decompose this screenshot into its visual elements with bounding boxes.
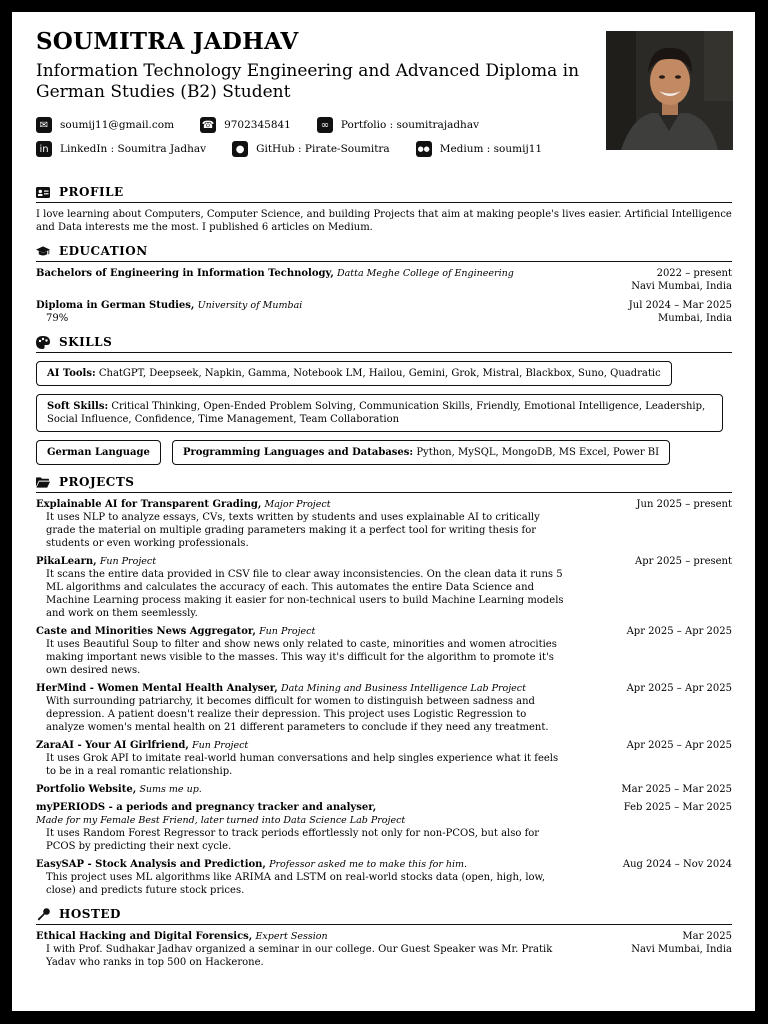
portfolio-text: Portfolio : soumitrajadhav [340, 119, 480, 131]
project-desc: It uses NLP to analyze essays, CVs, texts written by students and uses explainable AI to critically grade the material on multiple grading parameters making it a perfect tool for writing thesis for students or even working professionals. [46, 512, 540, 549]
project-item [36, 682, 732, 734]
project-item [36, 739, 732, 778]
projects-section [36, 475, 732, 897]
project-item [36, 555, 732, 620]
profile-text: I love learning about Computers, Computer Science, and building Projects that aim at making people's lives easier. Artificial Intelligence and Data interests me the most. I published 6 articles on Medium. [36, 209, 732, 233]
project-kind: Data Mining and Business Intelligence Lab Project [280, 683, 526, 694]
project-date: Apr 2025 – Apr 2025 [626, 683, 732, 694]
project-name: ZaraAI - Your AI Girlfriend, [36, 740, 189, 751]
hosted-title: HOSTED [59, 907, 121, 921]
resume-content [36, 28, 732, 969]
education-item [36, 267, 732, 293]
education-grade: 79% [46, 313, 69, 324]
project-name: myPERIODS - a periods and pregnancy tracker and analyser, [36, 802, 377, 813]
skill-prog-value: Python, MySQL, MongoDB, MS Excel, Power BI [416, 447, 660, 458]
project-name: Portfolio Website, [36, 784, 137, 795]
project-date: Apr 2025 – Apr 2025 [626, 626, 732, 637]
education-school: University of Mumbai [197, 300, 303, 311]
project-kind: Fun Project [99, 556, 157, 567]
folder-icon [36, 476, 50, 488]
education-degree: Bachelors of Engineering in Information Technology, [36, 268, 334, 279]
skill-german-language: German Language [36, 440, 161, 465]
projects-heading [36, 475, 732, 493]
project-desc: It uses Random Forest Regressor to track periods effortlessly not only for non-PCOS, but also for PCOS by predicting their next cycle. [46, 828, 540, 852]
header [36, 28, 732, 168]
contact-email[interactable] [36, 117, 174, 133]
profile-heading [36, 185, 732, 203]
project-item [36, 625, 732, 677]
link-icon: ∞ [317, 117, 333, 133]
email-icon: ✉ [36, 117, 52, 133]
skills-heading [36, 335, 732, 353]
education-place: Navi Mumbai, India [631, 281, 732, 292]
skill-ai-value: ChatGPT, Deepseek, Napkin, Gamma, Notebook LM, Hailou, Gemini, Grok, Mistral, Blackbox, Suno, Quadratic [98, 368, 661, 379]
education-item [36, 299, 732, 325]
project-item [36, 783, 732, 796]
project-name: Explainable AI for Transparent Grading, [36, 499, 262, 510]
project-desc: It uses Beautiful Soup to filter and show news only related to caste, minorities and women atrocities making important news visible to the masses. This way it's difficult for the algorithm to promote it's own desired news. [46, 639, 557, 676]
phone-text: 9702345841 [224, 119, 291, 131]
education-place: Mumbai, India [657, 313, 732, 324]
linkedin-text: LinkedIn : Soumitra Jadhav [60, 143, 207, 155]
resume-page [12, 12, 755, 1011]
id-card-icon [36, 186, 50, 198]
contact-linkedin[interactable] [36, 141, 206, 157]
project-date: Feb 2025 – Mar 2025 [623, 802, 732, 813]
project-desc: It scans the entire data provided in CSV file to clear away inconsistencies. On the clean data it runs 5 ML algorithms and calculates the accuracy of each. This automates the entire Data Science and Machine Learning process making it easier for non-technical users to build Machine Learning models and work on them seemlessly. [46, 569, 564, 619]
hosted-item [36, 930, 732, 969]
skill-soft-value: Critical Thinking, Open-Ended Problem Solving, Communication Skills, Friendly, Emotional Intelligence, Leadership, Social Influence, Confidence, Time Management, Team Collaboration [47, 401, 706, 425]
project-kind: Major Project [264, 499, 331, 510]
skill-ai-label: AI Tools: [47, 368, 96, 379]
microphone-icon [36, 908, 50, 920]
hosted-desc: I with Prof. Sudhakar Jadhav organized a seminar in our college. Our Guest Speaker was Mr. Pratik Yadav who ranks in top 500 on Hackerone. [46, 944, 553, 968]
project-date: Apr 2025 – present [635, 556, 732, 567]
project-item [36, 858, 732, 897]
linkedin-icon: in [36, 141, 52, 157]
skill-soft-label: Soft Skills: [47, 401, 109, 412]
hosted-heading [36, 907, 732, 925]
project-name: PikaLearn, [36, 556, 97, 567]
projects-list [36, 498, 732, 897]
education-title: EDUCATION [59, 244, 148, 258]
skills-section [36, 335, 732, 465]
profile-title: PROFILE [59, 185, 124, 199]
graduation-cap-icon [36, 245, 50, 257]
project-desc: This project uses ML algorithms like ARIMA and LSTM on real-world stocks data (open, high, low, close) and predicts future stock prices. [46, 872, 546, 896]
skills-title: SKILLS [59, 335, 113, 349]
medium-text: Medium : soumij11 [439, 143, 543, 155]
github-text: GitHub : Pirate-Soumitra [256, 143, 390, 155]
project-desc: With surrounding patriarchy, it becomes difficult for women to distinguish between sadness and depression. A patient doesn't realize their depression. This project uses Logistic Regression to analyze women's mental health on 21 different parameters to conclude if they need any treatment. [46, 696, 549, 733]
hosted-section [36, 907, 732, 969]
hosted-name: Ethical Hacking and Digital Forensics, [36, 931, 253, 942]
education-school: Datta Meghe College of Engineering [337, 268, 514, 279]
project-date: Apr 2025 – Apr 2025 [626, 740, 732, 751]
project-name: EasySAP - Stock Analysis and Prediction, [36, 859, 266, 870]
skill-prog-label: Programming Languages and Databases: [182, 447, 414, 458]
projects-title: PROJECTS [59, 475, 135, 489]
skills-list [36, 353, 732, 465]
contact-medium[interactable] [416, 141, 542, 157]
project-desc: It uses Grok API to imitate real-world human conversations and help singles experience what it feels to be in a real romantic relationship. [46, 753, 559, 777]
github-icon: ● [232, 141, 248, 157]
project-date: Jun 2025 – present [636, 499, 732, 510]
project-item [36, 498, 732, 550]
palette-icon [36, 336, 50, 348]
project-item [36, 801, 732, 853]
skill-ai-tools [36, 361, 672, 386]
candidate-name: SOUMITRA JADHAV [36, 28, 299, 55]
project-kind: Fun Project [192, 740, 249, 751]
education-date: Jul 2024 – Mar 2025 [628, 300, 732, 311]
profile-section [36, 185, 732, 234]
project-name: Caste and Minorities News Aggregator, [36, 626, 256, 637]
hosted-place: Navi Mumbai, India [631, 944, 732, 955]
education-section [36, 244, 732, 325]
project-date: Mar 2025 – Mar 2025 [621, 784, 732, 795]
candidate-tagline: Information Technology Engineering and Advanced Diploma in German Studies (B2) Student [36, 61, 580, 102]
contact-github[interactable] [232, 141, 390, 157]
project-name: HerMind - Women Mental Health Analyser, [36, 683, 278, 694]
project-kind: Sums me up. [139, 784, 202, 795]
phone-icon: ☎ [200, 117, 216, 133]
email-text: soumij11@gmail.com [60, 119, 175, 131]
skill-programming [172, 440, 670, 465]
hosted-date: Mar 2025 [682, 931, 732, 942]
hosted-kind: Expert Session [255, 931, 328, 942]
contact-phone[interactable] [200, 117, 291, 133]
project-kind: Professor asked me to make this for him. [269, 859, 468, 870]
profile-photo [606, 31, 733, 150]
medium-icon: ●● [416, 141, 432, 157]
education-date: 2022 – present [656, 268, 732, 279]
skill-soft-skills [36, 394, 723, 432]
project-kind: Fun Project [259, 626, 316, 637]
education-degree: Diploma in German Studies, [36, 300, 195, 311]
contact-portfolio[interactable] [317, 117, 479, 133]
project-date: Aug 2024 – Nov 2024 [622, 859, 732, 870]
profile-photo-illustration [606, 31, 733, 150]
education-heading [36, 244, 732, 262]
project-kind: Made for my Female Best Friend, later turned into Data Science Lab Project [36, 815, 406, 826]
